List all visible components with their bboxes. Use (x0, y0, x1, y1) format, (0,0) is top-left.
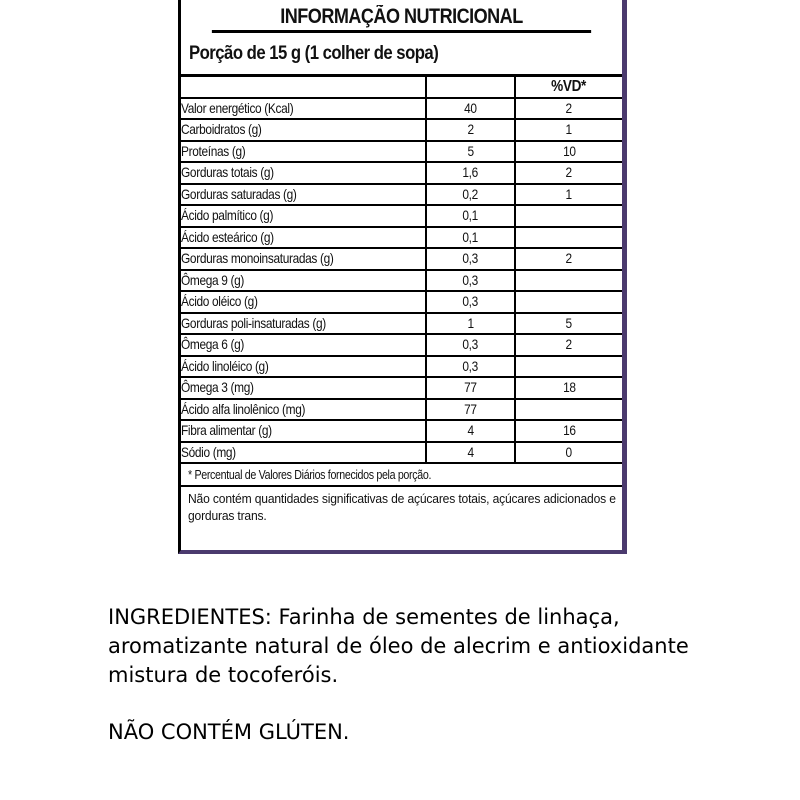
nutrient-name-cell (181, 377, 426, 399)
nutrient-name-cell (181, 334, 426, 356)
nutrient-quantity (426, 248, 515, 270)
nutrient-quantity (426, 399, 515, 421)
quantity-value: 5 (467, 142, 474, 159)
disclaimer-text: Não contém quantidades significativas de açúcares totais, açúcares adicionados e gorduras trans. (188, 491, 616, 523)
daily-value: 2 (565, 336, 573, 353)
quantity-value: 77 (464, 400, 477, 417)
nutrient-quantity (426, 98, 515, 120)
nutrient-quantity (426, 227, 515, 249)
header-name-cell (181, 77, 426, 98)
nutrient-daily-value (515, 98, 622, 120)
nutrient-daily-value (515, 442, 622, 464)
nutrient-name-cell (181, 442, 426, 464)
header-qty-cell (426, 77, 515, 98)
footnote-text: * Percentual de Valores Diários fornecidos pela porção. (188, 467, 432, 482)
nutrient-quantity (426, 184, 515, 206)
nutrient-quantity (426, 313, 515, 335)
nutrient-quantity (426, 377, 515, 399)
nutrient-name-cell (181, 184, 426, 206)
table-row (181, 356, 622, 378)
nutrient-daily-value (515, 313, 622, 335)
nutrient-quantity (426, 420, 515, 442)
nutrient-daily-value (515, 205, 622, 227)
quantity-value: 1 (467, 314, 474, 331)
nutrient-quantity (426, 334, 515, 356)
nutrient-name-cell (181, 162, 426, 184)
nutrient-name-cell (181, 98, 426, 120)
daily-value: 5 (565, 314, 573, 331)
nutrient-name: Proteínas (g) (181, 142, 246, 159)
nutrient-quantity (426, 119, 515, 141)
footnote (181, 464, 622, 487)
nutrient-daily-value (515, 270, 622, 292)
table-row (181, 141, 622, 163)
table-row (181, 205, 622, 227)
quantity-value: 40 (464, 99, 477, 116)
nutrient-name-cell (181, 356, 426, 378)
nutrition-table (181, 77, 622, 464)
daily-value: 1 (565, 185, 573, 202)
nutrient-quantity (426, 291, 515, 313)
daily-value: 2 (565, 250, 573, 267)
quantity-value: 0,2 (462, 185, 479, 202)
nutrient-name: Ômega 6 (g) (181, 336, 245, 353)
table-row (181, 291, 622, 313)
nutrient-name: Ácido oléico (g) (181, 293, 258, 310)
quantity-value: 1,6 (462, 164, 479, 181)
daily-value: 1 (565, 121, 573, 138)
daily-value: 16 (562, 422, 576, 439)
quantity-value: 0,3 (462, 271, 479, 288)
table-row (181, 442, 622, 464)
nutrient-name-cell (181, 141, 426, 163)
nutrient-name-cell (181, 248, 426, 270)
nutrient-name: Ômega 3 (mg) (181, 379, 254, 396)
quantity-value: 4 (467, 422, 474, 439)
nutrient-name-cell (181, 227, 426, 249)
quantity-value: 0,1 (462, 207, 479, 224)
portion-text: Porção de 15 g (1 colher de sopa) (189, 43, 439, 64)
table-row (181, 184, 622, 206)
nutrient-name: Ácido esteárico (g) (181, 228, 274, 245)
quantity-value: 0,3 (462, 293, 479, 310)
quantity-value: 0,3 (462, 250, 479, 267)
nutrient-name-cell (181, 313, 426, 335)
nutrient-name: Gorduras monoinsaturadas (g) (181, 250, 334, 267)
nutrient-name: Gorduras saturadas (g) (181, 185, 297, 202)
nutrient-daily-value (515, 420, 622, 442)
table-row (181, 334, 622, 356)
nutrient-daily-value (515, 162, 622, 184)
quantity-value: 77 (464, 379, 477, 396)
quantity-value: 4 (467, 443, 474, 460)
table-row (181, 399, 622, 421)
nutrient-name-cell (181, 119, 426, 141)
table-row (181, 119, 622, 141)
table-row (181, 227, 622, 249)
nutrient-daily-value (515, 184, 622, 206)
table-row (181, 420, 622, 442)
nutrient-daily-value (515, 356, 622, 378)
nutrition-facts-label (178, 0, 627, 554)
nutrient-name: Ácido linoléico (g) (181, 357, 269, 374)
nutrient-name-cell (181, 291, 426, 313)
nutrient-name-cell (181, 399, 426, 421)
table-row (181, 313, 622, 335)
nutrient-name: Gorduras poli-insaturadas (g) (181, 314, 326, 331)
daily-value: 10 (562, 142, 576, 159)
header-vd-cell (515, 77, 622, 98)
nutrient-name-cell (181, 205, 426, 227)
nutrient-daily-value (515, 377, 622, 399)
nutrient-quantity (426, 442, 515, 464)
nutrient-daily-value (515, 334, 622, 356)
daily-value: 18 (562, 379, 576, 396)
nutrient-quantity (426, 141, 515, 163)
nutrient-name: Ácido alfa linolênico (mg) (181, 400, 306, 417)
table-row (181, 248, 622, 270)
nutrient-name: Ácido palmítico (g) (181, 207, 274, 224)
table-row (181, 98, 622, 120)
nutrient-name: Ômega 9 (g) (181, 271, 245, 288)
ingredients-text: INGREDIENTES: Farinha de sementes de linhaça, aromatizante natural de óleo de alecrim e antioxidante mistura de tocoferóis. (108, 605, 689, 687)
nutrient-quantity (426, 270, 515, 292)
nutrient-name: Fibra alimentar (g) (181, 422, 272, 439)
nutrient-name: Carboidratos (g) (181, 121, 262, 138)
nutrient-quantity (426, 205, 515, 227)
daily-value: 2 (565, 164, 573, 181)
table-row (181, 162, 622, 184)
quantity-value: 0,1 (462, 228, 479, 245)
nutrient-daily-value (515, 291, 622, 313)
portion-size (181, 33, 622, 77)
table-row (181, 270, 622, 292)
label-title: INFORMAÇÃO NUTRICIONAL (212, 0, 591, 33)
nutrient-name: Sódio (mg) (181, 443, 236, 460)
nutrient-quantity (426, 162, 515, 184)
nutrient-name-cell (181, 270, 426, 292)
daily-value: 0 (565, 443, 573, 460)
gluten-notice: NÃO CONTÉM GLÚTEN. (108, 720, 350, 744)
nutrient-name: Valor energético (Kcal) (181, 99, 294, 116)
header-vd-label: %VD* (551, 78, 587, 96)
nutrient-name-cell (181, 420, 426, 442)
quantity-value: 0,3 (462, 336, 479, 353)
table-row (181, 377, 622, 399)
quantity-value: 2 (467, 121, 474, 138)
daily-value: 2 (565, 99, 573, 116)
disclaimer (181, 487, 622, 524)
nutrient-daily-value (515, 248, 622, 270)
nutrient-daily-value (515, 227, 622, 249)
table-header-row (181, 77, 622, 98)
nutrient-daily-value (515, 399, 622, 421)
nutrient-daily-value (515, 119, 622, 141)
nutrient-daily-value (515, 141, 622, 163)
nutrient-quantity (426, 356, 515, 378)
nutrient-name: Gorduras totais (g) (181, 164, 274, 181)
quantity-value: 0,3 (462, 357, 479, 374)
